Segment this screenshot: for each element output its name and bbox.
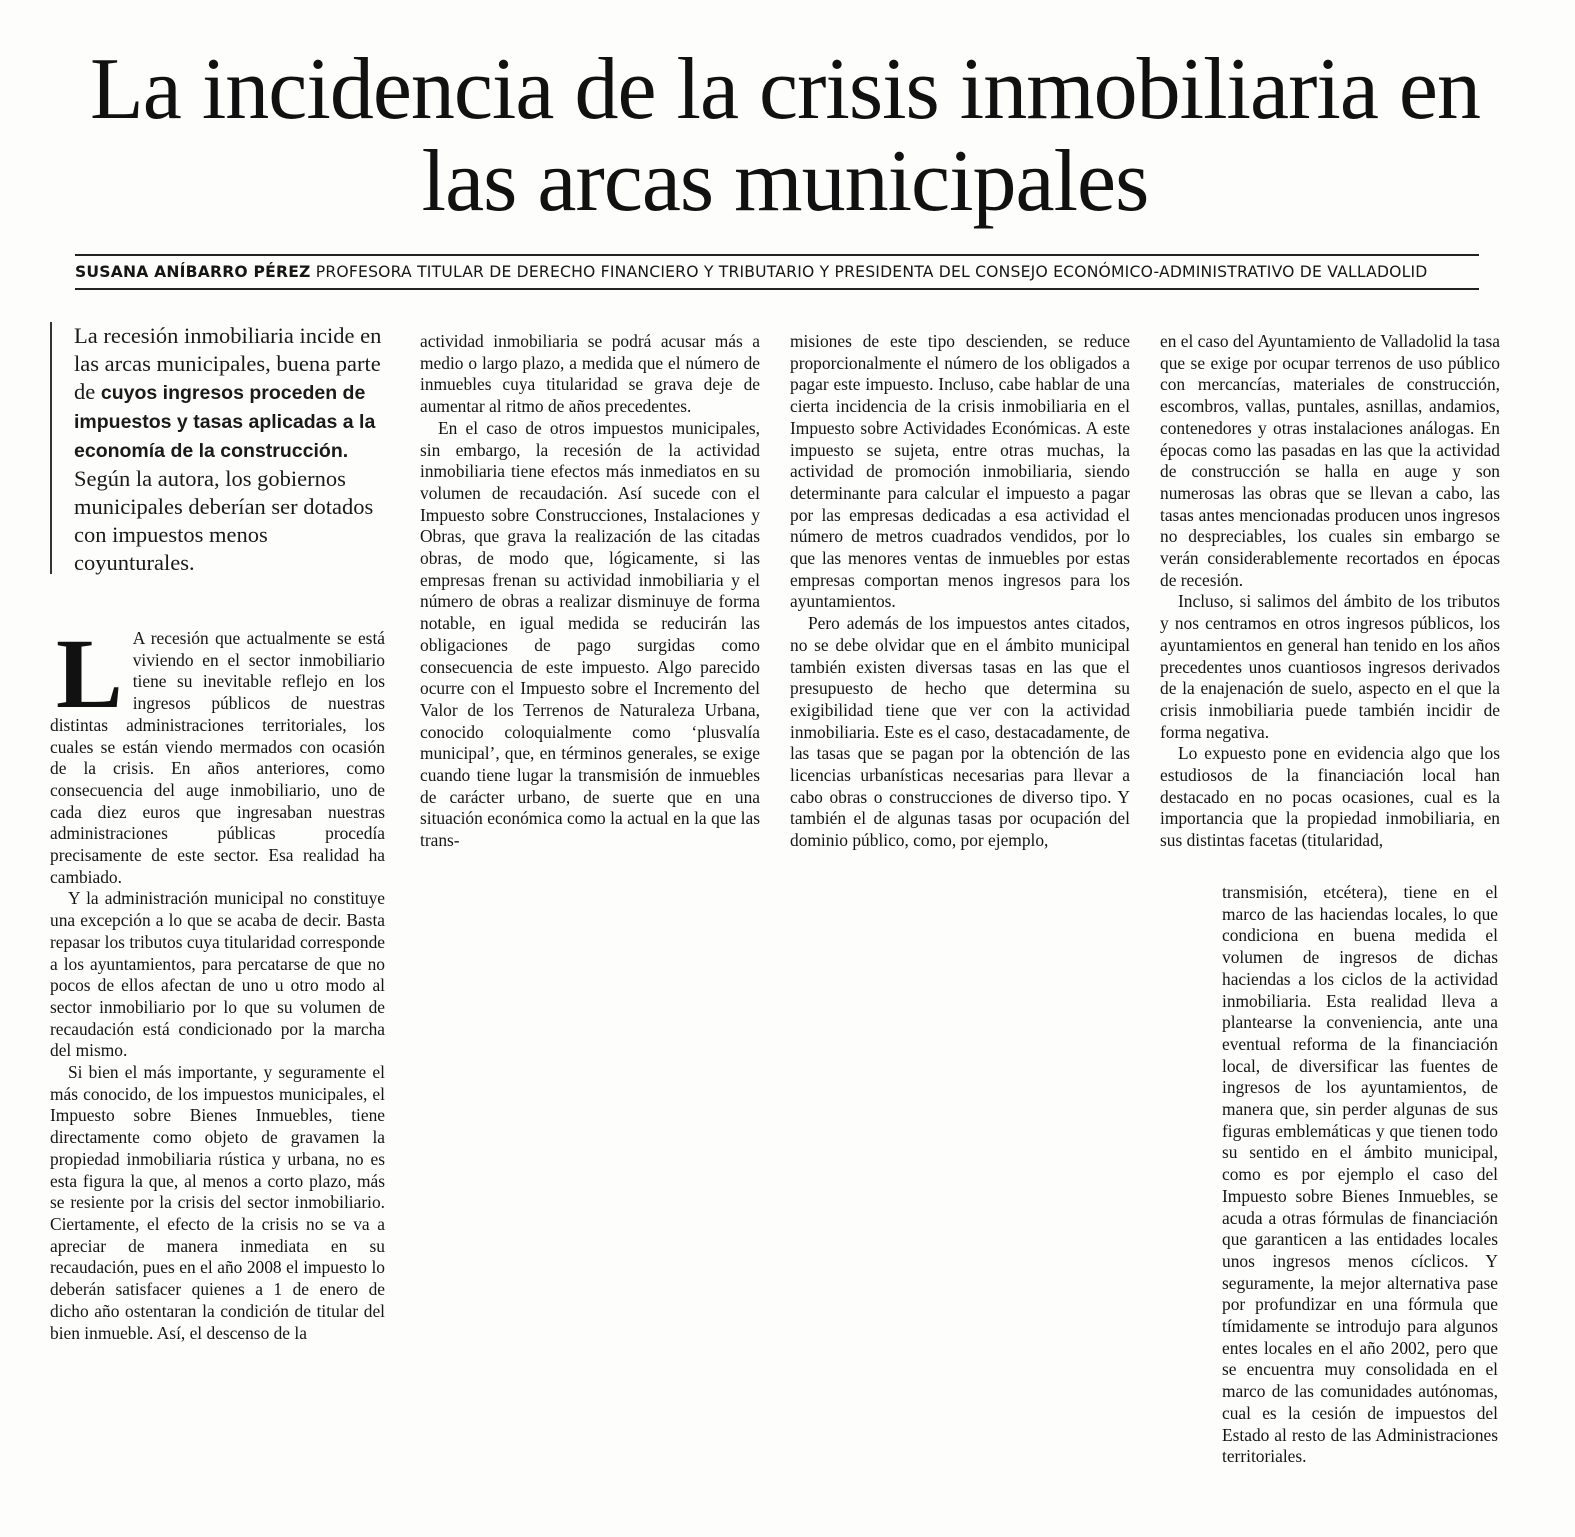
body-paragraph <box>50 628 385 888</box>
body-paragraph: misiones de este tipo descienden, se reduce proporcionalmente el número de los obligados a pagar este impuesto. Incluso, cabe hablar de una cierta incidencia de la crisis inmobiliaria en el Impuesto sobre Actividades Económicas. A este impuesto se sujeta, entre otras muchas, la actividad de promoción inmobiliaria, siendo determinante para calcular el impuesto a pagar por las empresas dedicadas a esa actividad el número de metros cuadrados vendidos, por lo que las menores ventas de inmuebles por estas empresas comportan menos ingresos para los ayuntamientos. <box>790 331 1130 612</box>
body-paragraph-text: A recesión que actualmente se está viviendo en el sector inmobiliario tiene su inevitable reflejo en los ingresos públicos de nuestras distintas administraciones territoriales, los cuales se están viendo mermados con ocasión de la crisis. En años anteriores, como consecuencia del auge inmobiliario, uno de cada diez euros que ingresaban nuestras administraciones públicas procedía precisamente de este sector. Esa realidad ha cambiado. <box>50 628 385 887</box>
lead-text-2: Según la autora, los gobiernos municipales deberían ser dotados con impuestos menos coyunturales. <box>74 466 374 575</box>
body-paragraph: En el caso de otros impuestos municipales, sin embargo, la recesión de la actividad inmobiliaria tiene efectos más inmediatos en su volumen de recaudación. Así sucede con el Impuesto sobre Construcciones, Instalaciones y Obras, que grava la realización de las citadas obras, de modo que, lógicamente, si las empresas frenan su actividad inmobiliaria y el número de obras a realizar disminuye de forma notable, en igual medida se reducirán las obligaciones de pago surgidas como consecuencia de este impuesto. Algo parecido ocurre con el Impuesto sobre el Incremento del Valor de los Terrenos de Naturaleza Urbana, conocido coloquialmente como ‘plusvalía municipal’, que, en términos generales, se exige cuando tiene lugar la transmisión de inmuebles de carácter urbano, de suerte que en una situación económica como la actual en la que las trans- <box>420 417 760 851</box>
article-column-2 <box>420 331 760 881</box>
article-column-3 <box>790 331 1130 881</box>
body-paragraph: en el caso del Ayuntamiento de Valladolid la tasa que se exige por ocupar terrenos de uso público con mercancías, materiales de construcción, escombros, vallas, puntales, asnillas, andamios, contenedores y otras instalaciones análogas. En épocas como las pasadas en las que la actividad de construcción se halla en auge y son numerosas las obras que se llevan a cabo, las tasas antes mencionadas producen unos ingresos no despreciables, los cuales sin embargo se verán considerablemente recortados en épocas de recesión. <box>1160 331 1500 590</box>
body-paragraph: Y la administración municipal no constituye una excepción a lo que se acaba de decir. Basta repasar los tributos cuya titularidad corresponde a los ayuntamientos, para percatarse de que no pocos de ellos afectan de uno u otro modo al sector inmobiliario por lo que su volumen de recaudación está condicionado por la marcha del mismo. <box>50 888 385 1061</box>
drop-cap: L <box>56 628 123 729</box>
body-paragraph: transmisión, etcétera), tiene en el marco de las haciendas locales, lo que condiciona en buena medida el volumen de ingresos de dichas haciendas a los ciclos de la actividad inmobiliaria. Esta realidad lleva a plantearse la conveniencia, ante una eventual reforma de la financiación local, de diversificar las fuentes de ingresos de los ayuntamientos, de manera que, sin perder algunas de sus figuras emblemáticas y que tienen todo su sentido en el ámbito municipal, como es por ejemplo el caso del Impuesto sobre Bienes Inmuebles, se acuda a otras fórmulas de financiación que garanticen a las entidades locales unos ingresos menos cíclicos. Y seguramente, la mejor alternativa pase por profundizar en una fórmula que tímidamente se introdujo para algunos entes locales en el año 2002, pero que se encuentra muy consolidada en el marco de las comunidades autónomas, cual es la cesión de impuestos del Estado al resto de las Administraciones territoriales. <box>1222 882 1498 1467</box>
byline <box>75 254 1479 290</box>
headline-line-1: La incidencia de la crisis inmobiliaria en <box>90 41 1480 138</box>
body-paragraph: actividad inmobiliaria se podrá acusar más a medio o largo plazo, a medida que el número de inmuebles cuya titularidad se grava deje de aumentar al ritmo de años precedentes. <box>420 331 760 417</box>
byline-author: SUSANA ANÍBARRO PÉREZ <box>75 263 311 281</box>
byline-role: PROFESORA TITULAR DE DERECHO FINANCIERO Y TRIBUTARIO Y PRESIDENTA DEL CONSEJO ECONÓMICO-ADMINISTRATIVO DE VALLADOLID <box>315 263 1428 281</box>
lead-paragraph <box>50 322 386 574</box>
body-paragraph: Si bien el más importante, y seguramente el más conocido, de los impuestos municipales, el Impuesto sobre Bienes Inmuebles, tiene directamente como objeto de gravamen la propiedad inmobiliaria rústica y urbana, no es esta figura la que, al menos a corto plazo, más se resiente por la crisis del sector inmobiliario. Ciertamente, el efecto de la crisis no se va a apreciar de manera inmediata en su recaudación, pues en el año 2008 el impuesto lo deberán satisfacer quienes a 1 de enero de dicho año ostentaran la condición de titular del bien inmueble. Así, el descenso de la <box>50 1062 385 1343</box>
article-column-4-continued <box>1222 882 1498 1522</box>
body-paragraph: Lo expuesto pone en evidencia algo que los estudiosos de la financiación local han destacado en no pocas ocasiones, cual es la importancia que la propiedad inmobiliaria, en sus distintas facetas (titularidad, <box>1160 743 1500 851</box>
body-paragraph: Pero además de los impuestos antes citados, no se debe olvidar que en el ámbito municipal también existen diversas tasas en las que el presupuesto de hecho que determina su exigibilidad tiene que ver con la actividad inmobiliaria. Este es el caso, destacadamente, de las tasas que se pagan por la obtención de las licencias urbanísticas necesarias para llevar a cabo obras o construcciones de diverso tipo. Y también el de algunas tasas por ocupación del dominio público, como, por ejemplo, <box>790 613 1130 851</box>
headline <box>60 41 1510 230</box>
article-column-1 <box>50 628 385 1508</box>
headline-line-2: las arcas municipales <box>421 133 1149 230</box>
article-column-4 <box>1160 331 1500 891</box>
lead-text-bold: cuyos ingresos proceden de impuestos y tasas aplicadas a la economía de la construcción. <box>74 382 376 462</box>
lead-text-1: La recesión inmobiliaria incide en las arcas municipales, buena parte de <box>74 323 382 404</box>
body-paragraph: Incluso, si salimos del ámbito de los tributos y nos centramos en otros ingresos públicos, los ayuntamientos en general han tenido en los años precedentes unos cuantiosos ingresos derivados de la enajenación de suelo, aspecto en el que la crisis inmobiliaria puede también incidir de forma negativa. <box>1160 591 1500 742</box>
